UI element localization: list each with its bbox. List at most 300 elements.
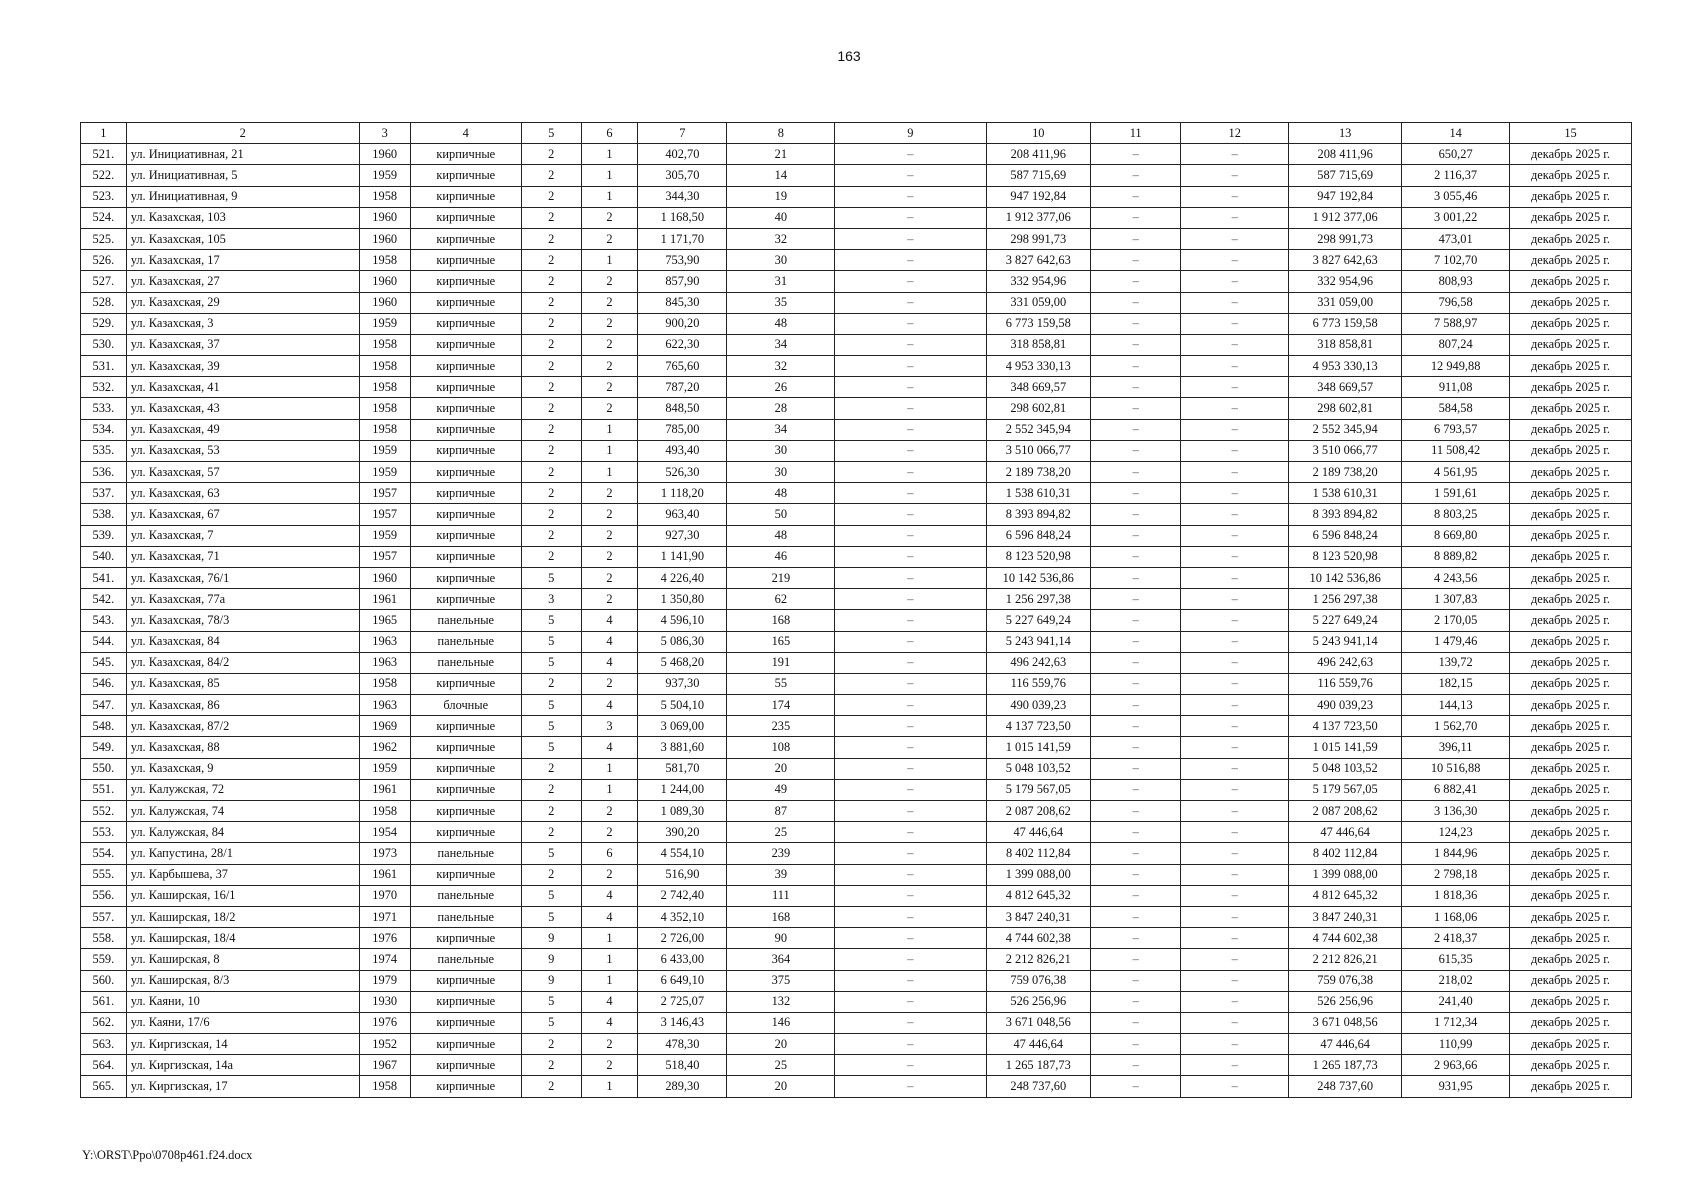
value-col-12-cell: – bbox=[1181, 419, 1289, 440]
entrances-cell: 1 bbox=[581, 928, 638, 949]
deadline-cell: декабрь 2025 г. bbox=[1510, 207, 1632, 228]
address-cell: ул. Казахская, 27 bbox=[126, 271, 359, 292]
deadline-cell: декабрь 2025 г. bbox=[1510, 864, 1632, 885]
area-cell: 518,40 bbox=[638, 1055, 727, 1076]
value-col-10-cell: 298 991,73 bbox=[986, 228, 1090, 249]
value-col-13-cell: 47 446,64 bbox=[1289, 822, 1402, 843]
value-col-14-cell: 8 669,80 bbox=[1402, 525, 1510, 546]
table-row bbox=[81, 250, 1632, 271]
deadline-cell: декабрь 2025 г. bbox=[1510, 440, 1632, 461]
value-col-10-cell: 3 510 066,77 bbox=[986, 440, 1090, 461]
area-cell: 390,20 bbox=[638, 822, 727, 843]
floors-cell: 5 bbox=[521, 885, 581, 906]
value-col-13-cell: 116 559,76 bbox=[1289, 673, 1402, 694]
value-col-13-cell: 348 669,57 bbox=[1289, 377, 1402, 398]
entrances-cell: 2 bbox=[581, 334, 638, 355]
address-cell: ул. Казахская, 9 bbox=[126, 758, 359, 779]
value-col-11-cell: – bbox=[1091, 610, 1181, 631]
value-col-10-cell: 587 715,69 bbox=[986, 165, 1090, 186]
value-col-14-cell: 807,24 bbox=[1402, 334, 1510, 355]
floors-cell: 2 bbox=[521, 144, 581, 165]
residents-cell: 219 bbox=[727, 567, 835, 588]
table-row bbox=[81, 673, 1632, 694]
row-number-cell: 564. bbox=[81, 1055, 127, 1076]
value-col-9-cell: – bbox=[835, 525, 986, 546]
value-col-14-cell: 1 168,06 bbox=[1402, 906, 1510, 927]
residents-cell: 111 bbox=[727, 885, 835, 906]
value-col-9-cell: – bbox=[835, 398, 986, 419]
value-col-11-cell: – bbox=[1091, 440, 1181, 461]
area-cell: 857,90 bbox=[638, 271, 727, 292]
year-built-cell: 1958 bbox=[359, 398, 410, 419]
value-col-9-cell: – bbox=[835, 906, 986, 927]
year-built-cell: 1961 bbox=[359, 779, 410, 800]
table-row bbox=[81, 652, 1632, 673]
year-built-cell: 1965 bbox=[359, 610, 410, 631]
value-col-13-cell: 3 510 066,77 bbox=[1289, 440, 1402, 461]
deadline-cell: декабрь 2025 г. bbox=[1510, 1055, 1632, 1076]
address-cell: ул. Казахская, 78/3 bbox=[126, 610, 359, 631]
value-col-13-cell: 3 671 048,56 bbox=[1289, 1012, 1402, 1033]
address-cell: ул. Казахская, 57 bbox=[126, 462, 359, 483]
residents-cell: 48 bbox=[727, 313, 835, 334]
row-number-cell: 535. bbox=[81, 440, 127, 461]
residents-cell: 20 bbox=[727, 758, 835, 779]
area-cell: 6 649,10 bbox=[638, 970, 727, 991]
wall-material-cell: кирпичные bbox=[410, 356, 521, 377]
address-cell: ул. Калужская, 72 bbox=[126, 779, 359, 800]
column-header: 1 bbox=[81, 123, 127, 144]
residents-cell: 168 bbox=[727, 610, 835, 631]
floors-cell: 2 bbox=[521, 377, 581, 398]
wall-material-cell: кирпичные bbox=[410, 991, 521, 1012]
year-built-cell: 1958 bbox=[359, 1076, 410, 1097]
floors-cell: 2 bbox=[521, 673, 581, 694]
value-col-12-cell: – bbox=[1181, 250, 1289, 271]
year-built-cell: 1959 bbox=[359, 462, 410, 483]
table-row bbox=[81, 1076, 1632, 1097]
address-cell: ул. Капустина, 28/1 bbox=[126, 843, 359, 864]
deadline-cell: декабрь 2025 г. bbox=[1510, 334, 1632, 355]
value-col-13-cell: 1 538 610,31 bbox=[1289, 483, 1402, 504]
value-col-11-cell: – bbox=[1091, 991, 1181, 1012]
wall-material-cell: панельные bbox=[410, 631, 521, 652]
address-cell: ул. Казахская, 71 bbox=[126, 546, 359, 567]
value-col-10-cell: 8 393 894,82 bbox=[986, 504, 1090, 525]
residents-cell: 87 bbox=[727, 801, 835, 822]
value-col-14-cell: 124,23 bbox=[1402, 822, 1510, 843]
value-col-13-cell: 1 015 141,59 bbox=[1289, 737, 1402, 758]
value-col-9-cell: – bbox=[835, 970, 986, 991]
area-cell: 516,90 bbox=[638, 864, 727, 885]
row-number-cell: 531. bbox=[81, 356, 127, 377]
value-col-10-cell: 4 953 330,13 bbox=[986, 356, 1090, 377]
wall-material-cell: кирпичные bbox=[410, 504, 521, 525]
value-col-13-cell: 490 039,23 bbox=[1289, 695, 1402, 716]
address-cell: ул. Казахская, 67 bbox=[126, 504, 359, 525]
value-col-10-cell: 8 402 112,84 bbox=[986, 843, 1090, 864]
table-row bbox=[81, 462, 1632, 483]
value-col-9-cell: – bbox=[835, 885, 986, 906]
entrances-cell: 2 bbox=[581, 801, 638, 822]
area-cell: 4 352,10 bbox=[638, 906, 727, 927]
value-col-10-cell: 2 189 738,20 bbox=[986, 462, 1090, 483]
floors-cell: 2 bbox=[521, 801, 581, 822]
value-col-9-cell: – bbox=[835, 822, 986, 843]
row-number-cell: 522. bbox=[81, 165, 127, 186]
value-col-12-cell: – bbox=[1181, 567, 1289, 588]
value-col-10-cell: 47 446,64 bbox=[986, 822, 1090, 843]
deadline-cell: декабрь 2025 г. bbox=[1510, 356, 1632, 377]
residents-cell: 19 bbox=[727, 186, 835, 207]
area-cell: 6 433,00 bbox=[638, 949, 727, 970]
value-col-10-cell: 4 812 645,32 bbox=[986, 885, 1090, 906]
value-col-11-cell: – bbox=[1091, 207, 1181, 228]
table-row bbox=[81, 419, 1632, 440]
value-col-14-cell: 931,95 bbox=[1402, 1076, 1510, 1097]
value-col-10-cell: 1 015 141,59 bbox=[986, 737, 1090, 758]
row-number-cell: 534. bbox=[81, 419, 127, 440]
area-cell: 344,30 bbox=[638, 186, 727, 207]
address-cell: ул. Инициативная, 21 bbox=[126, 144, 359, 165]
value-col-12-cell: – bbox=[1181, 313, 1289, 334]
value-col-10-cell: 116 559,76 bbox=[986, 673, 1090, 694]
value-col-11-cell: – bbox=[1091, 885, 1181, 906]
address-cell: ул. Казахская, 84/2 bbox=[126, 652, 359, 673]
floors-cell: 2 bbox=[521, 525, 581, 546]
value-col-12-cell: – bbox=[1181, 271, 1289, 292]
value-col-11-cell: – bbox=[1091, 271, 1181, 292]
year-built-cell: 1969 bbox=[359, 716, 410, 737]
area-cell: 1 168,50 bbox=[638, 207, 727, 228]
residents-cell: 39 bbox=[727, 864, 835, 885]
year-built-cell: 1959 bbox=[359, 313, 410, 334]
entrances-cell: 4 bbox=[581, 652, 638, 673]
table-row bbox=[81, 440, 1632, 461]
value-col-13-cell: 526 256,96 bbox=[1289, 991, 1402, 1012]
floors-cell: 5 bbox=[521, 652, 581, 673]
value-col-14-cell: 7 588,97 bbox=[1402, 313, 1510, 334]
area-cell: 2 725,07 bbox=[638, 991, 727, 1012]
value-col-11-cell: – bbox=[1091, 737, 1181, 758]
deadline-cell: декабрь 2025 г. bbox=[1510, 822, 1632, 843]
row-number-cell: 563. bbox=[81, 1034, 127, 1055]
table-row bbox=[81, 970, 1632, 991]
value-col-12-cell: – bbox=[1181, 758, 1289, 779]
deadline-cell: декабрь 2025 г. bbox=[1510, 462, 1632, 483]
column-header: 13 bbox=[1289, 123, 1402, 144]
table-row bbox=[81, 779, 1632, 800]
value-col-13-cell: 298 602,81 bbox=[1289, 398, 1402, 419]
table-row bbox=[81, 186, 1632, 207]
value-col-10-cell: 1 399 088,00 bbox=[986, 864, 1090, 885]
row-number-cell: 555. bbox=[81, 864, 127, 885]
address-cell: ул. Киргизская, 14 bbox=[126, 1034, 359, 1055]
value-col-14-cell: 1 562,70 bbox=[1402, 716, 1510, 737]
residents-cell: 62 bbox=[727, 589, 835, 610]
table-row bbox=[81, 207, 1632, 228]
value-col-13-cell: 759 076,38 bbox=[1289, 970, 1402, 991]
value-col-10-cell: 348 669,57 bbox=[986, 377, 1090, 398]
residents-cell: 30 bbox=[727, 462, 835, 483]
residents-cell: 90 bbox=[727, 928, 835, 949]
floors-cell: 2 bbox=[521, 1055, 581, 1076]
column-header: 15 bbox=[1510, 123, 1632, 144]
floors-cell: 2 bbox=[521, 483, 581, 504]
floors-cell: 2 bbox=[521, 334, 581, 355]
residents-cell: 364 bbox=[727, 949, 835, 970]
value-col-10-cell: 332 954,96 bbox=[986, 271, 1090, 292]
value-col-10-cell: 1 912 377,06 bbox=[986, 207, 1090, 228]
year-built-cell: 1958 bbox=[359, 801, 410, 822]
value-col-12-cell: – bbox=[1181, 864, 1289, 885]
deadline-cell: декабрь 2025 г. bbox=[1510, 228, 1632, 249]
area-cell: 848,50 bbox=[638, 398, 727, 419]
address-cell: ул. Казахская, 85 bbox=[126, 673, 359, 694]
entrances-cell: 2 bbox=[581, 398, 638, 419]
row-number-cell: 550. bbox=[81, 758, 127, 779]
table-row bbox=[81, 567, 1632, 588]
value-col-12-cell: – bbox=[1181, 589, 1289, 610]
address-cell: ул. Казахская, 7 bbox=[126, 525, 359, 546]
value-col-13-cell: 10 142 536,86 bbox=[1289, 567, 1402, 588]
entrances-cell: 1 bbox=[581, 1076, 638, 1097]
entrances-cell: 1 bbox=[581, 165, 638, 186]
value-col-10-cell: 1 265 187,73 bbox=[986, 1055, 1090, 1076]
entrances-cell: 2 bbox=[581, 292, 638, 313]
value-col-14-cell: 110,99 bbox=[1402, 1034, 1510, 1055]
address-cell: ул. Каяни, 17/6 bbox=[126, 1012, 359, 1033]
table-row bbox=[81, 504, 1632, 525]
entrances-cell: 1 bbox=[581, 970, 638, 991]
floors-cell: 5 bbox=[521, 631, 581, 652]
address-cell: ул. Казахская, 86 bbox=[126, 695, 359, 716]
value-col-14-cell: 1 844,96 bbox=[1402, 843, 1510, 864]
entrances-cell: 2 bbox=[581, 567, 638, 588]
entrances-cell: 2 bbox=[581, 377, 638, 398]
value-col-10-cell: 5 048 103,52 bbox=[986, 758, 1090, 779]
value-col-9-cell: – bbox=[835, 716, 986, 737]
value-col-13-cell: 496 242,63 bbox=[1289, 652, 1402, 673]
address-cell: ул. Каширская, 16/1 bbox=[126, 885, 359, 906]
residents-cell: 191 bbox=[727, 652, 835, 673]
value-col-10-cell: 8 123 520,98 bbox=[986, 546, 1090, 567]
table-row bbox=[81, 546, 1632, 567]
value-col-9-cell: – bbox=[835, 1076, 986, 1097]
value-col-12-cell: – bbox=[1181, 716, 1289, 737]
row-number-cell: 525. bbox=[81, 228, 127, 249]
value-col-12-cell: – bbox=[1181, 779, 1289, 800]
address-cell: ул. Казахская, 87/2 bbox=[126, 716, 359, 737]
year-built-cell: 1958 bbox=[359, 356, 410, 377]
value-col-11-cell: – bbox=[1091, 1055, 1181, 1076]
entrances-cell: 2 bbox=[581, 1055, 638, 1076]
deadline-cell: декабрь 2025 г. bbox=[1510, 843, 1632, 864]
entrances-cell: 1 bbox=[581, 440, 638, 461]
wall-material-cell: кирпичные bbox=[410, 567, 521, 588]
table-row bbox=[81, 398, 1632, 419]
wall-material-cell: кирпичные bbox=[410, 801, 521, 822]
year-built-cell: 1958 bbox=[359, 419, 410, 440]
residents-cell: 14 bbox=[727, 165, 835, 186]
entrances-cell: 4 bbox=[581, 991, 638, 1012]
entrances-cell: 4 bbox=[581, 695, 638, 716]
area-cell: 785,00 bbox=[638, 419, 727, 440]
year-built-cell: 1963 bbox=[359, 631, 410, 652]
value-col-9-cell: – bbox=[835, 991, 986, 1012]
wall-material-cell: кирпичные bbox=[410, 546, 521, 567]
row-number-cell: 559. bbox=[81, 949, 127, 970]
residents-cell: 375 bbox=[727, 970, 835, 991]
entrances-cell: 1 bbox=[581, 250, 638, 271]
residents-cell: 21 bbox=[727, 144, 835, 165]
row-number-cell: 565. bbox=[81, 1076, 127, 1097]
value-col-13-cell: 5 227 649,24 bbox=[1289, 610, 1402, 631]
residents-cell: 46 bbox=[727, 546, 835, 567]
year-built-cell: 1970 bbox=[359, 885, 410, 906]
value-col-11-cell: – bbox=[1091, 822, 1181, 843]
residents-cell: 49 bbox=[727, 779, 835, 800]
table-row bbox=[81, 144, 1632, 165]
wall-material-cell: кирпичные bbox=[410, 822, 521, 843]
value-col-12-cell: – bbox=[1181, 928, 1289, 949]
address-cell: ул. Каяни, 10 bbox=[126, 991, 359, 1012]
residents-cell: 31 bbox=[727, 271, 835, 292]
floors-cell: 5 bbox=[521, 843, 581, 864]
column-header: 10 bbox=[986, 123, 1090, 144]
residents-cell: 132 bbox=[727, 991, 835, 1012]
row-number-cell: 530. bbox=[81, 334, 127, 355]
residents-cell: 26 bbox=[727, 377, 835, 398]
value-col-14-cell: 218,02 bbox=[1402, 970, 1510, 991]
value-col-12-cell: – bbox=[1181, 822, 1289, 843]
value-col-12-cell: – bbox=[1181, 504, 1289, 525]
year-built-cell: 1960 bbox=[359, 207, 410, 228]
residents-cell: 34 bbox=[727, 334, 835, 355]
deadline-cell: декабрь 2025 г. bbox=[1510, 144, 1632, 165]
floors-cell: 2 bbox=[521, 462, 581, 483]
year-built-cell: 1958 bbox=[359, 334, 410, 355]
wall-material-cell: панельные bbox=[410, 610, 521, 631]
year-built-cell: 1958 bbox=[359, 673, 410, 694]
row-number-cell: 552. bbox=[81, 801, 127, 822]
value-col-11-cell: – bbox=[1091, 377, 1181, 398]
year-built-cell: 1973 bbox=[359, 843, 410, 864]
value-col-10-cell: 490 039,23 bbox=[986, 695, 1090, 716]
area-cell: 937,30 bbox=[638, 673, 727, 694]
deadline-cell: декабрь 2025 г. bbox=[1510, 737, 1632, 758]
value-col-11-cell: – bbox=[1091, 589, 1181, 610]
address-cell: ул. Казахская, 76/1 bbox=[126, 567, 359, 588]
value-col-11-cell: – bbox=[1091, 546, 1181, 567]
table-row bbox=[81, 991, 1632, 1012]
deadline-cell: декабрь 2025 г. bbox=[1510, 610, 1632, 631]
value-col-14-cell: 4 561,95 bbox=[1402, 462, 1510, 483]
value-col-11-cell: – bbox=[1091, 758, 1181, 779]
column-header: 8 bbox=[727, 123, 835, 144]
area-cell: 765,60 bbox=[638, 356, 727, 377]
value-col-9-cell: – bbox=[835, 652, 986, 673]
value-col-12-cell: – bbox=[1181, 970, 1289, 991]
value-col-11-cell: – bbox=[1091, 949, 1181, 970]
value-col-9-cell: – bbox=[835, 356, 986, 377]
value-col-9-cell: – bbox=[835, 1012, 986, 1033]
value-col-11-cell: – bbox=[1091, 504, 1181, 525]
wall-material-cell: кирпичные bbox=[410, 1055, 521, 1076]
value-col-13-cell: 4 744 602,38 bbox=[1289, 928, 1402, 949]
area-cell: 581,70 bbox=[638, 758, 727, 779]
table-row bbox=[81, 885, 1632, 906]
deadline-cell: декабрь 2025 г. bbox=[1510, 546, 1632, 567]
floors-cell: 5 bbox=[521, 716, 581, 737]
entrances-cell: 4 bbox=[581, 631, 638, 652]
year-built-cell: 1959 bbox=[359, 758, 410, 779]
deadline-cell: декабрь 2025 г. bbox=[1510, 631, 1632, 652]
table-row bbox=[81, 906, 1632, 927]
year-built-cell: 1971 bbox=[359, 906, 410, 927]
value-col-10-cell: 1 538 610,31 bbox=[986, 483, 1090, 504]
table-row bbox=[81, 271, 1632, 292]
column-header: 11 bbox=[1091, 123, 1181, 144]
table-row bbox=[81, 1034, 1632, 1055]
value-col-9-cell: – bbox=[835, 165, 986, 186]
entrances-cell: 1 bbox=[581, 758, 638, 779]
value-col-13-cell: 6 773 159,58 bbox=[1289, 313, 1402, 334]
row-number-cell: 553. bbox=[81, 822, 127, 843]
table-row bbox=[81, 356, 1632, 377]
area-cell: 305,70 bbox=[638, 165, 727, 186]
entrances-cell: 1 bbox=[581, 462, 638, 483]
area-cell: 4 226,40 bbox=[638, 567, 727, 588]
address-cell: ул. Калужская, 74 bbox=[126, 801, 359, 822]
value-col-11-cell: – bbox=[1091, 250, 1181, 271]
area-cell: 402,70 bbox=[638, 144, 727, 165]
value-col-11-cell: – bbox=[1091, 313, 1181, 334]
value-col-13-cell: 4 953 330,13 bbox=[1289, 356, 1402, 377]
address-cell: ул. Казахская, 41 bbox=[126, 377, 359, 398]
value-col-13-cell: 208 411,96 bbox=[1289, 144, 1402, 165]
floors-cell: 2 bbox=[521, 250, 581, 271]
row-number-cell: 538. bbox=[81, 504, 127, 525]
floors-cell: 2 bbox=[521, 1076, 581, 1097]
value-col-14-cell: 2 170,05 bbox=[1402, 610, 1510, 631]
address-cell: ул. Инициативная, 9 bbox=[126, 186, 359, 207]
area-cell: 1 089,30 bbox=[638, 801, 727, 822]
value-col-14-cell: 6 793,57 bbox=[1402, 419, 1510, 440]
year-built-cell: 1962 bbox=[359, 737, 410, 758]
address-cell: ул. Казахская, 103 bbox=[126, 207, 359, 228]
floors-cell: 2 bbox=[521, 228, 581, 249]
value-col-11-cell: – bbox=[1091, 928, 1181, 949]
floors-cell: 2 bbox=[521, 186, 581, 207]
value-col-13-cell: 3 827 642,63 bbox=[1289, 250, 1402, 271]
value-col-10-cell: 318 858,81 bbox=[986, 334, 1090, 355]
value-col-10-cell: 4 744 602,38 bbox=[986, 928, 1090, 949]
value-col-10-cell: 3 827 642,63 bbox=[986, 250, 1090, 271]
table-row bbox=[81, 292, 1632, 313]
value-col-13-cell: 1 256 297,38 bbox=[1289, 589, 1402, 610]
value-col-9-cell: – bbox=[835, 292, 986, 313]
deadline-cell: декабрь 2025 г. bbox=[1510, 1034, 1632, 1055]
value-col-11-cell: – bbox=[1091, 398, 1181, 419]
value-col-10-cell: 947 192,84 bbox=[986, 186, 1090, 207]
deadline-cell: декабрь 2025 г. bbox=[1510, 525, 1632, 546]
area-cell: 1 141,90 bbox=[638, 546, 727, 567]
value-col-9-cell: – bbox=[835, 313, 986, 334]
value-col-12-cell: – bbox=[1181, 885, 1289, 906]
area-cell: 289,30 bbox=[638, 1076, 727, 1097]
value-col-10-cell: 6 773 159,58 bbox=[986, 313, 1090, 334]
